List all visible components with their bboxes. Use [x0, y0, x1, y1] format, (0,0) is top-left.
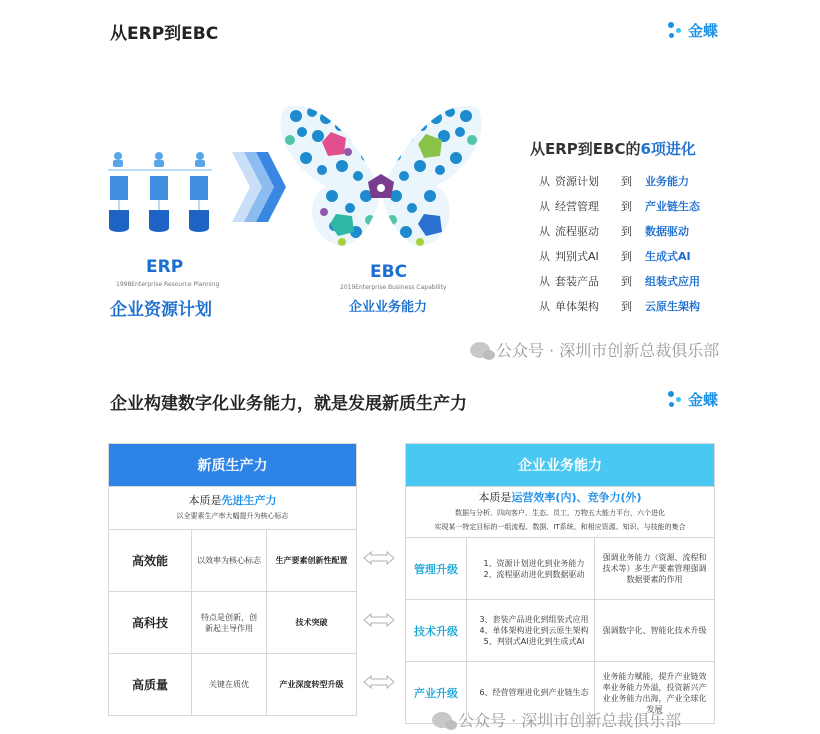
new-productivity-table [108, 443, 357, 716]
row-item: 5、判别式AI进化到生成式AI [483, 637, 585, 646]
row-result: 强调数字化、智能化技术升级 [595, 600, 715, 662]
row-key: 产业深度转型升级 [267, 654, 357, 716]
row-item: 1、资源计划进化到业务能力 [483, 558, 585, 568]
from-word: 从 [539, 249, 550, 263]
left-table-header: 新质生产力 [109, 444, 357, 487]
to-item: 业务能力 [645, 174, 689, 188]
row-key: 技术突破 [267, 592, 357, 654]
to-item: 数据驱动 [645, 224, 689, 238]
from-word: 从 [539, 174, 550, 188]
evolution-row [539, 193, 700, 218]
from-word: 从 [539, 199, 550, 213]
enterprise-capability-table [405, 443, 715, 724]
watermark [470, 338, 719, 361]
erp-cn: 企业资源计划 [110, 300, 212, 320]
kingdee-logo [668, 389, 718, 410]
evolution-row [539, 293, 700, 318]
kingdee-logo-icon [668, 22, 684, 40]
erp-sub-en: 1998Enterprise Resource Planning [116, 281, 220, 288]
to-word: 到 [621, 174, 632, 188]
ebc-butterfly-illustration [276, 96, 486, 258]
double-arrow-icon [362, 675, 396, 689]
evolution-title-prefix: 从ERP到EBC的 [530, 140, 641, 158]
kingdee-logo [668, 20, 718, 41]
right-essence [406, 487, 715, 538]
row-result: 业务能力赋能，提升产业链效率业务能力外溢，投资新兴产业业务能力出海，产业全球化发展 [595, 662, 715, 724]
watermark-text: 公众号 · 深圳市创新总裁俱乐部 [458, 711, 682, 730]
row-label: 管理升级 [406, 538, 467, 600]
row-label: 高质量 [109, 654, 192, 716]
from-item: 流程驱动 [555, 224, 599, 238]
to-item: 生成式AI [645, 249, 691, 263]
from-word: 从 [539, 224, 550, 238]
from-item: 单体架构 [555, 299, 599, 313]
row-desc: 关键在质优 [192, 654, 267, 716]
evolution-title [530, 138, 696, 159]
from-item: 套装产品 [555, 274, 599, 288]
evolution-list [539, 168, 700, 318]
to-item: 产业链生态 [645, 199, 700, 213]
evolution-row [539, 168, 700, 193]
double-arrow-icon [362, 551, 396, 565]
watermark-text: 公众号 · 深圳市创新总裁俱乐部 [496, 341, 720, 360]
essence-highlight: 先进生产力 [221, 494, 277, 507]
ebc-cn: 企业业务能力 [349, 300, 428, 315]
section2-title: 企业构建数字化业务能力，就是发展新质生产力 [110, 394, 467, 414]
to-word: 到 [621, 199, 632, 213]
row-key: 生产要素创新性配置 [267, 530, 357, 592]
kingdee-logo-text: 金蝶 [688, 391, 719, 409]
row-item: 6、经营管理进化到产业链生态 [479, 688, 589, 697]
row-item: 2、流程驱动进化到数据驱动 [483, 569, 585, 579]
to-word: 到 [621, 274, 632, 288]
wechat-icon [470, 342, 490, 358]
watermark [432, 708, 681, 731]
row-item: 3、套装产品进化到组装式应用 [479, 615, 589, 624]
evolution-row [539, 243, 700, 268]
to-word: 到 [621, 299, 632, 313]
row-label: 产业升级 [406, 662, 467, 724]
right-table-header: 企业业务能力 [406, 444, 715, 487]
from-item: 判别式AI [555, 249, 599, 263]
section1-title: 从ERP到EBC [110, 24, 219, 44]
essence-prefix: 本质是 [478, 491, 512, 504]
from-item: 经营管理 [555, 199, 599, 213]
essence-sub: 以全要素生产率大幅提升为核心标志 [176, 512, 289, 520]
evolution-row [539, 268, 700, 293]
erp-label: ERP [146, 257, 184, 277]
to-item: 云原生架构 [645, 299, 700, 313]
row-items [467, 538, 595, 600]
row-label: 高效能 [109, 530, 192, 592]
essence-sub: 数据与分析、四向客户、生态、员工，万物五大能力平台，六个进化 [455, 509, 665, 517]
evolution-row [539, 218, 700, 243]
row-item: 4、单体架构进化到云原生架构 [479, 626, 589, 635]
wechat-icon [432, 712, 452, 728]
from-word: 从 [539, 274, 550, 288]
erp-server-illustration [104, 150, 216, 240]
to-word: 到 [621, 249, 632, 263]
ebc-label: EBC [370, 262, 408, 282]
row-desc: 特点是创新，创新起主导作用 [192, 592, 267, 654]
kingdee-logo-text: 金蝶 [688, 22, 719, 40]
essence-sub: 实现某一特定目标的一组流程、数据、IT系统、和相应资源、知识、与技能的集合 [434, 523, 686, 531]
row-result: 强调业务能力（资源、流程和技术等）多生产要素管理强调数据要素的作用 [595, 538, 715, 600]
kingdee-logo-icon [668, 391, 684, 409]
from-word: 从 [539, 299, 550, 313]
ebc-sub-en: 2019Enterprise Business Capability [340, 284, 447, 291]
row-items [467, 600, 595, 662]
double-arrow-icon [362, 613, 396, 627]
from-item: 资源计划 [555, 174, 599, 188]
row-desc: 以效率为核心标志 [192, 530, 267, 592]
essence-highlight: 运营效率(内)、竞争力(外) [511, 491, 642, 504]
to-item: 组装式应用 [645, 274, 700, 288]
row-label: 技术升级 [406, 600, 467, 662]
left-essence [109, 487, 357, 530]
essence-prefix: 本质是 [188, 494, 222, 507]
to-word: 到 [621, 224, 632, 238]
evolution-title-highlight: 6项进化 [640, 140, 696, 158]
row-label: 高科技 [109, 592, 192, 654]
